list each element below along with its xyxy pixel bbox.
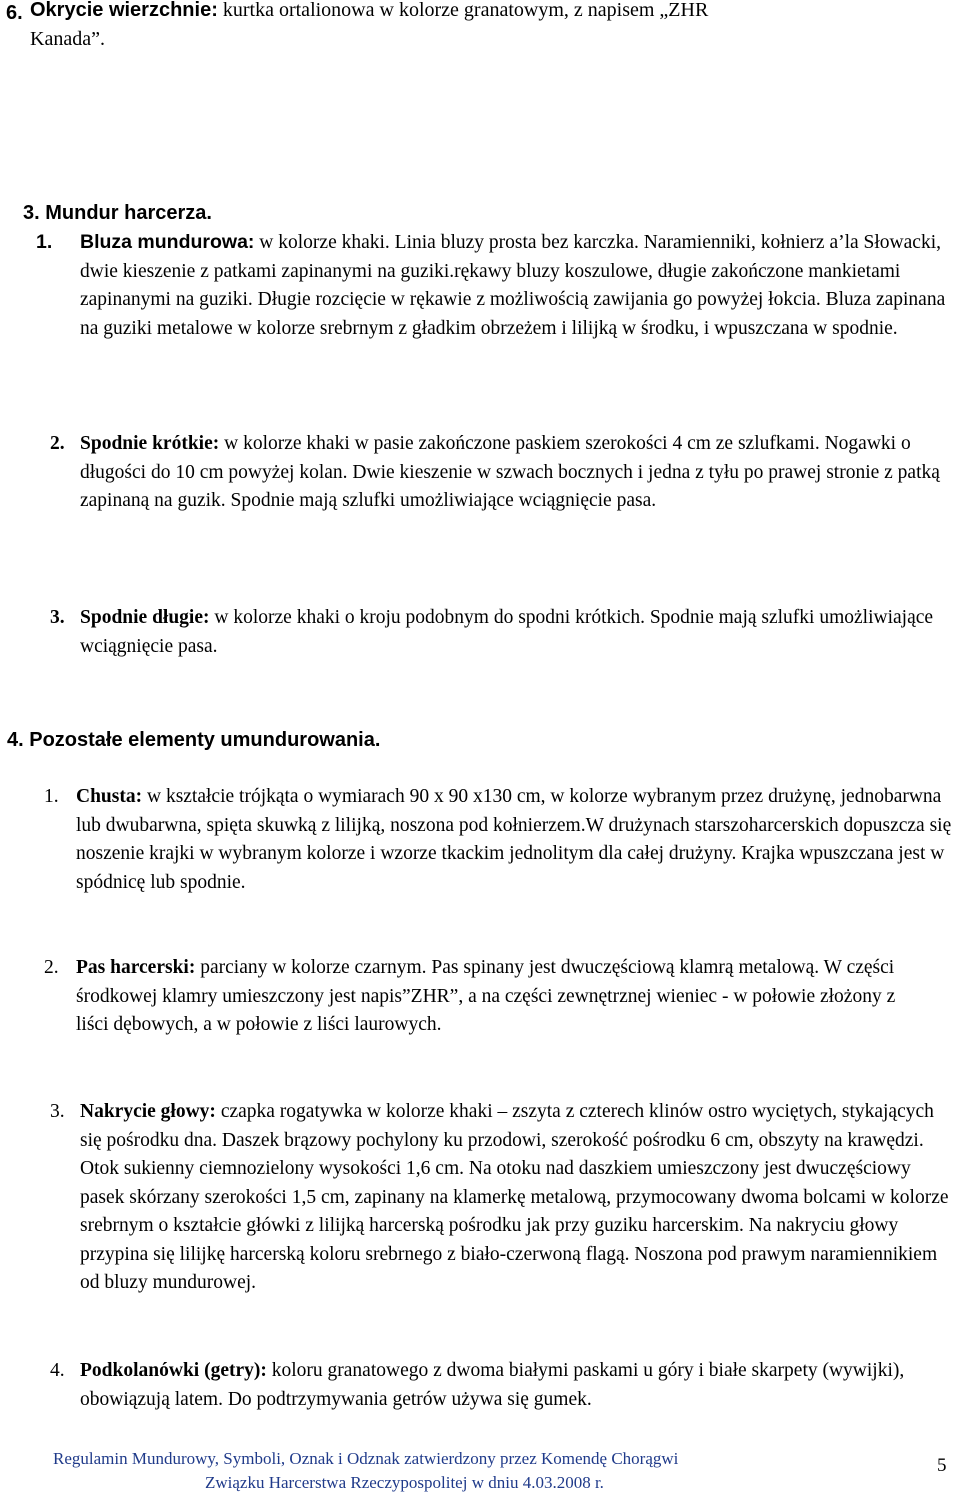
podkolanowki-number: 4. <box>50 1360 65 1381</box>
section4-heading: 4. Pozostałe elementy umundurowania. <box>7 729 381 751</box>
nakrycie-paragraph <box>80 1098 958 1298</box>
spodnie-krotkie-text: w kolorze khaki w pasie zakończone paskiem szerokości 4 cm ze szlufkami. Nogawki o długości do 10 cm powyżej kolan. Dwie kieszenie w szwach bocznych i jedna z tyłu po prawej stronie z patką zapinaną na guzik. Spodnie mają szlufki umożliwiające wciągnięcie pasa. <box>80 433 940 511</box>
bluza-number: 1. <box>36 231 53 253</box>
footer-line1: Regulamin Mundurowy, Symboli, Oznak i Odznak zatwierdzony przez Komendę Chorągwi <box>53 1449 679 1468</box>
bluza-text: w kolorze khaki. Linia bluzy prosta bez karczka. Naramienniki, kołnierz a’la Słowacki, dwie kieszenie z patkami zapinanymi na guziki.rękawy bluzy koszulowe, długie zakończone mankietami zapinanymi na guziki. Długie rozcięcie w rękawie z możliwością zawijania go powyżej łokcia. Bluza zapinana na guziki metalowe w kolorze srebrnym z gładkim obrzeżem i lilijką w środku, i wpuszczana w spodnie. <box>80 232 946 339</box>
chusta-number: 1. <box>44 786 59 807</box>
page-number: 5 <box>937 1455 947 1476</box>
spodnie-krotkie-number: 2. <box>50 433 65 454</box>
section3-heading: 3. Mundur harcerza. <box>23 202 212 224</box>
spodnie-krotkie-paragraph <box>80 430 946 516</box>
podkolanowki-text: koloru granatowego z dwoma białymi paskami u góry i białe skarpety (wywijki), obowiązują latem. Do podtrzymywania getrów używa się gumek. <box>80 1360 905 1410</box>
spodnie-dlugie-label: Spodnie długie: <box>80 607 210 628</box>
item6-text-line2: Kanada”. <box>30 27 105 50</box>
nakrycie-label: Nakrycie głowy: <box>80 1101 216 1122</box>
spodnie-krotkie-label: Spodnie krótkie: <box>80 433 220 454</box>
nakrycie-number: 3. <box>50 1101 65 1122</box>
pas-number: 2. <box>44 957 59 978</box>
spodnie-dlugie-text: w kolorze khaki o kroju podobnym do spodni krótkich. Spodnie mają szlufki umożliwiające wciągnięcie pasa. <box>80 607 934 657</box>
bluza-paragraph <box>80 228 946 343</box>
footer-line2: Związku Harcerstwa Rzeczypospolitej w dniu 4.03.2008 r. <box>205 1473 604 1492</box>
item6-label: Okrycie wierzchnie: <box>30 0 218 21</box>
podkolanowki-paragraph <box>80 1357 956 1414</box>
nakrycie-text: czapka rogatywka w kolorze khaki – zszyta z czterech klinów ostro wyciętych, stykających się pośrodku dna. Daszek brązowy pochylony ku przodowi, szerokość pośrodku 6 cm, obszyty na krawędzi. Otok sukienny ciemnozielony wysokości 1,6 cm. Na otoku nad daszkiem umieszczony jest dwuczęściowy pasek skórzany szerokości 1,5 cm, zapinany na klamerkę metalową, przymocowany dwoma bolcami w kolorze srebrnym o kształcie główki z lilijką harcerską pośrodku jak przy guziku harcerskim. Na nakryciu głowy przypina się lilijkę harcerską koloru srebrnego z biało-czerwoną flagą. Noszona pod prawym naramiennikiem od bluzy mundurowej. <box>80 1101 949 1293</box>
bluza-label: Bluza mundurowa: <box>80 231 255 253</box>
pas-label: Pas harcerski: <box>76 957 196 978</box>
item6-number: 6. <box>6 2 23 24</box>
spodnie-dlugie-number: 3. <box>50 607 65 628</box>
item6-text-line1: kurtka ortalionowa w kolorze granatowym, z napisem „ZHR <box>217 0 709 21</box>
chusta-paragraph <box>76 783 956 897</box>
pas-paragraph <box>76 954 912 1040</box>
podkolanowki-label: Podkolanówki (getry): <box>80 1360 267 1381</box>
item6-paragraph <box>30 0 950 53</box>
spodnie-dlugie-paragraph <box>80 604 956 661</box>
chusta-text: w kształcie trójkąta o wymiarach 90 x 90 x130 cm, w kolorze wybranym przez drużynę, jednobarwna lub dwubarwna, spięta skuwką z lilijką, noszona pod kołnierzem.W drużynach starszoharcerskich dopuszcza się noszenie krajki w wybranym kolorze i wzorze tkackim jednolitym dla całej drużyny. Krajka wpuszczana jest w spódnicę lub spodnie. <box>76 786 952 893</box>
chusta-label: Chusta: <box>76 786 143 807</box>
pas-text: parciany w kolorze czarnym. Pas spinany jest dwuczęściową klamrą metalową. W części środkowej klamry umieszczony jest napis”ZHR”, a na części zewnętrznej wieniec - w połowie złożony z liści dębowych, a w połowie z liści laurowych. <box>76 957 896 1035</box>
